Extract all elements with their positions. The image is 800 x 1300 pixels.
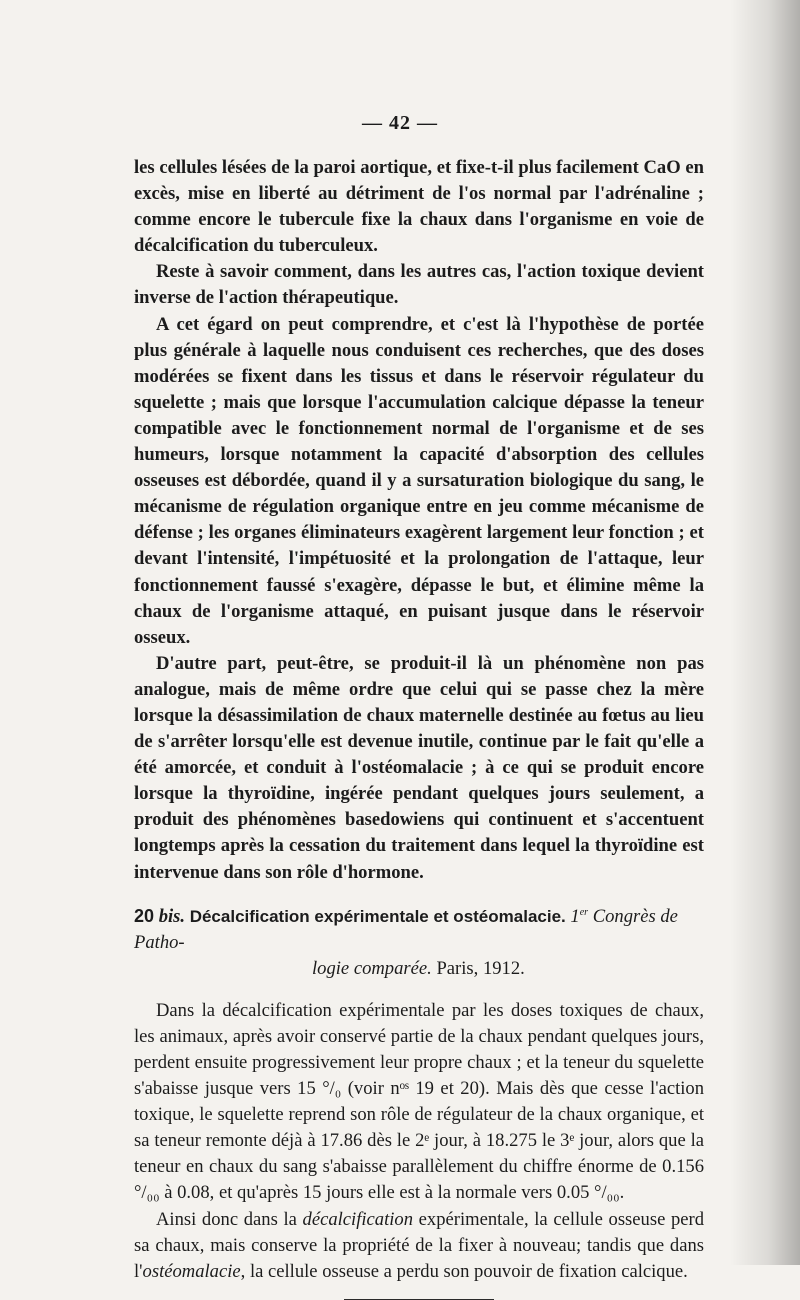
- entry-venue-line-1: Congrès de Patho-: [134, 905, 678, 953]
- entry-number: 20: [134, 905, 155, 926]
- entry-topic: Décalcification expérimentale et ostéomalacie.: [189, 906, 566, 926]
- entry-heading-line-1: [134, 900, 704, 956]
- page-body: [134, 155, 704, 1300]
- entry-heading: [134, 900, 704, 982]
- paragraph-4: D'autre part, peut-être, se produit-il là un phénomène non pas analogue, mais de même ordre que celui qui se passe chez la mère lorsque la désassimilation de chaux maternelle destinée au fœtus au lieu de s'arrêter lorsqu'elle est devenue inutile, continue par le fait qu'elle a été amorcée, et conduit à l'ostéomalacie ; à ce qui se produit encore lorsque la thyroïdine, ingérée pendant quelques jours seulement, a produit des phénomènes basedowiens qui continuent et s'accentuent longtemps après la cessation du traitement dans lequel la thyroïdine est intervenue dans son rôle d'hormone.: [134, 652, 704, 883]
- paragraph-1: les cellules lésées de la paroi aortique, et fixe-t-il plus facilement CaO en excès, mise en liberté au détriment de l'os normal par l'adrénaline ; comme encore le tubercule fixe la chaux dans l'organisme en voie de décalcification du tuberculeux.: [134, 157, 704, 257]
- page-edge-shadow: [730, 0, 800, 1265]
- page-number: — 42 —: [362, 112, 438, 134]
- paragraph-5: Dans la décalcification expérimentale par les doses toxiques de chaux, les animaux, après avoir conservé partie de la chaux pendant quelques jours, perdent ensuite progressivement leur propre chaux ; et la teneur du squelette s'abaisse jusque vers 15 °/₀ (voir nᵒˢ 19 et 20). Mais dès que cesse l'action toxique, le squelette reprend son rôle de régulateur de la chaux organique, et sa teneur remonte déjà à 17.86 dès le 2ᵉ jour, à 18.275 le 3ᵉ jour, alors que la teneur en chaux du sang s'abaisse parallèlement du chiffre énorme de 0.156 °/₀₀ à 0.08, et qu'après 15 jours elle est à la normale vers 0.05 °/₀₀.: [134, 999, 704, 1204]
- entry-place-year: Paris, 1912.: [436, 957, 525, 979]
- entry-heading-line-2: [134, 956, 704, 982]
- entry-body: [134, 998, 704, 1285]
- paragraph-2: Reste à savoir comment, dans les autres cas, l'action toxique devient inverse de l'action thérapeutique.: [134, 261, 704, 309]
- paragraph-3: A cet égard on peut comprendre, et c'est là l'hypothèse de portée plus générale à laquelle nous conduisent ces recherches, que des doses modérées se fixent dans les tissus et dans le réservoir régulateur du squelette ; mais que lorsque l'accumulation calcique dépasse la teneur compatible avec le fonctionnement normal de l'organisme et de ses humeurs, lorsque notamment la capacité d'absorption des cellules osseuses est débordée, quand il y a sursaturation biologique du sang, le mécanisme de régulation organique entre en jeu comme mécanisme de défense ; les organes éliminateurs exagèrent largement leur fonction ; et devant l'intensité, l'impétuosité et la prolongation de l'attaque, leur fonctionnement faussé s'exagère, dépasse le but, et élimine même la chaux de l'organisme attaqué, en puisant jusque dans le réservoir osseux.: [134, 313, 704, 648]
- entry-venue-line-2: logie comparée.: [312, 957, 432, 979]
- entry-bis: bis.: [158, 905, 186, 927]
- entry-ordinal: 1er: [570, 905, 589, 927]
- paragraph-6: Ainsi donc dans la décalcification expérimentale, la cellule osseuse perd sa chaux, mais conserve la propriété de la fixer à nouveau; tandis que dans l'ostéomalacie, la cellule osseuse a perdu son pouvoir de fixation calcique.: [134, 1208, 705, 1282]
